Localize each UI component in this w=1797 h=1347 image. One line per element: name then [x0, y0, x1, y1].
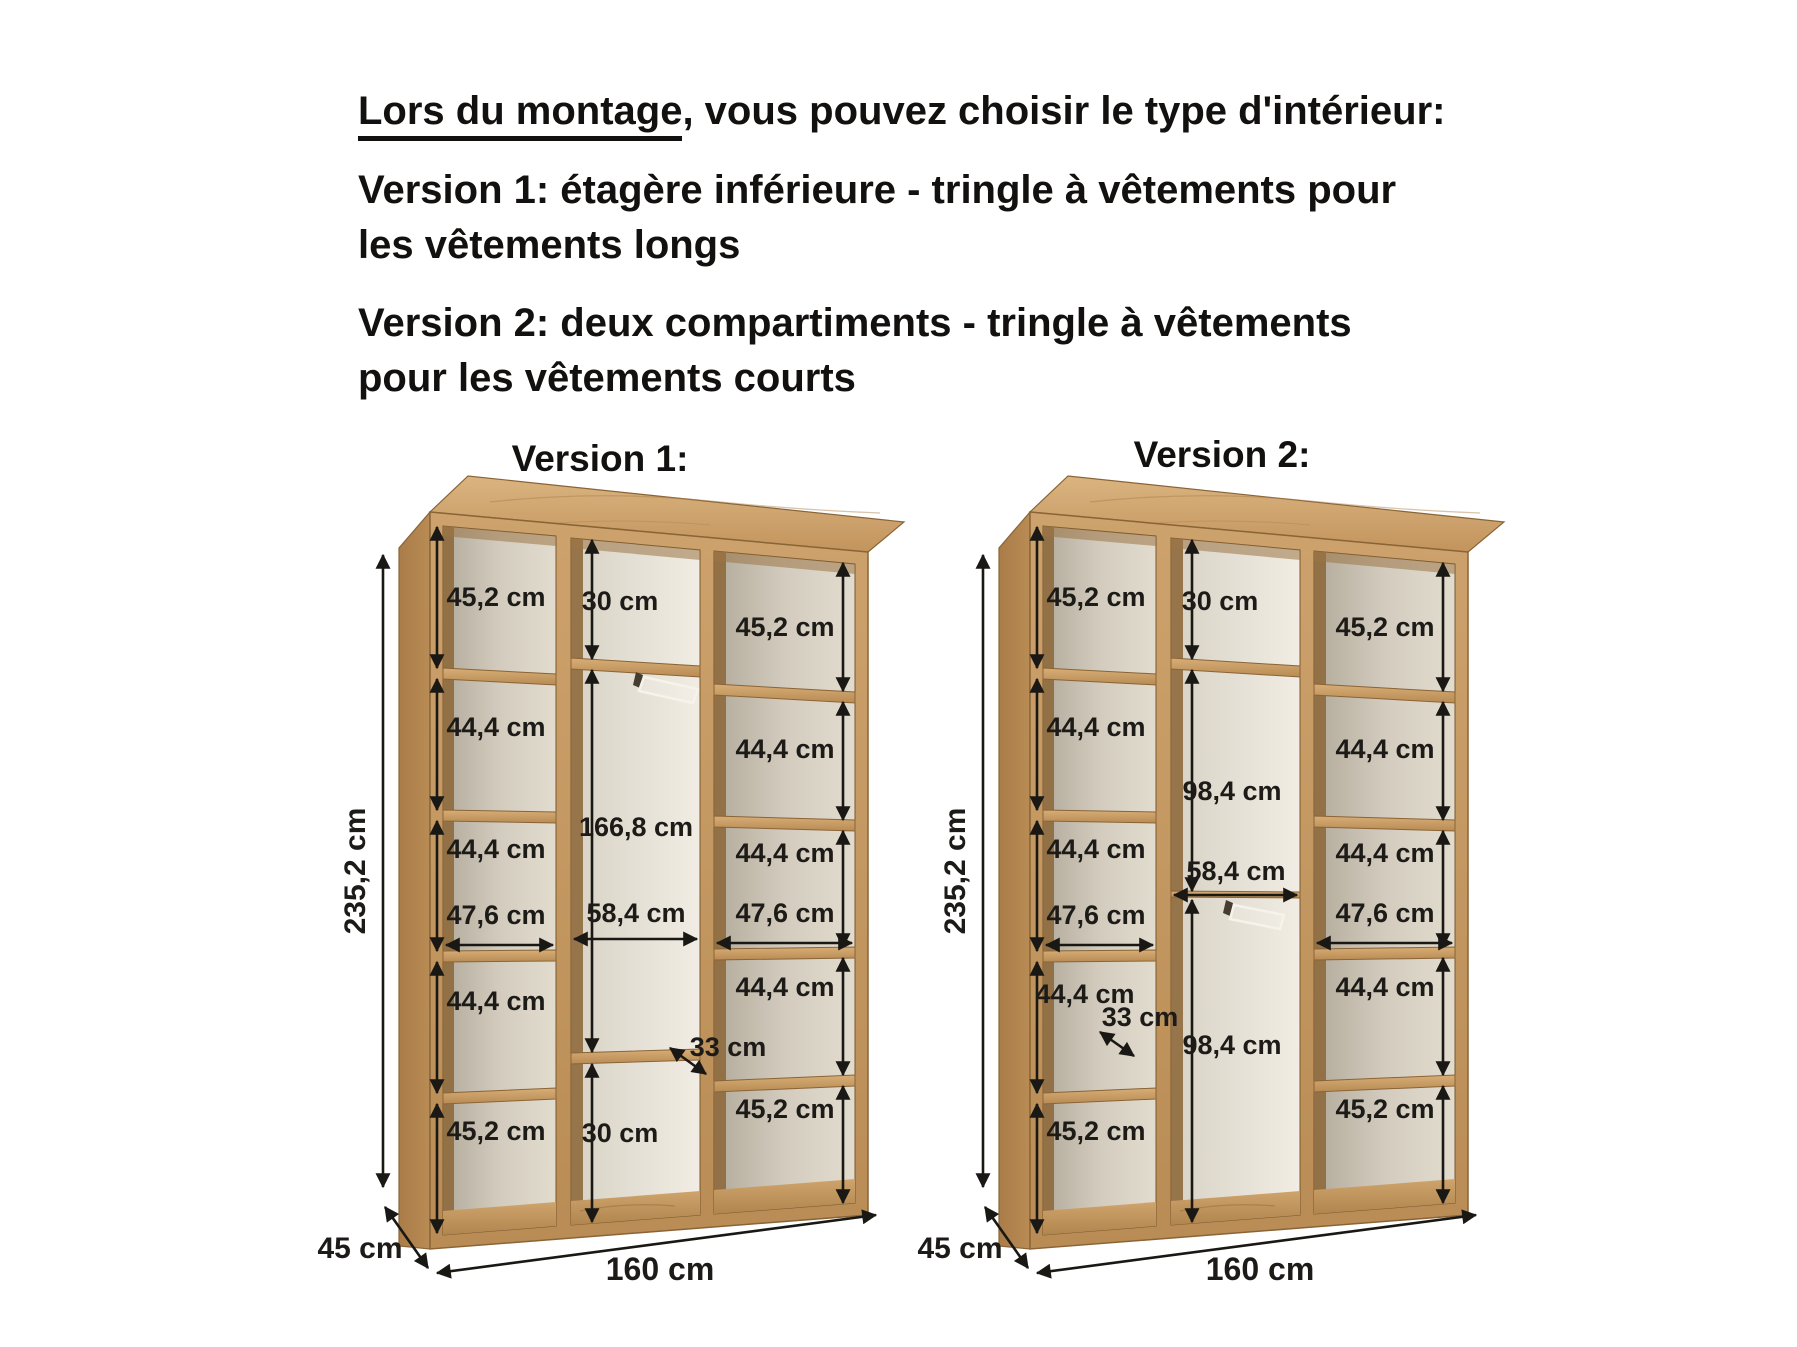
v2-left-label-6: 45,2 cm [1046, 1116, 1146, 1146]
v2-right-label-4: 47,6 cm [1335, 898, 1435, 928]
v2-depth-label: 45 cm [917, 1232, 1003, 1265]
v2-left-label-3: 44,4 cm [1046, 834, 1146, 864]
wardrobe-diagram-version-1 [280, 430, 920, 1310]
title-underlined-part: Lors du montage [358, 89, 682, 141]
title-rest-part: , vous pouvez choisir le type d'intérieur: [682, 89, 1446, 133]
v1-depth-label: 45 cm [317, 1232, 403, 1265]
v1-right-label-5: 44,4 cm [735, 972, 835, 1002]
v1-middle-top-label: 30 cm [581, 586, 659, 616]
v2-right-label-6: 45,2 cm [1335, 1094, 1435, 1124]
v1-middle-width-label: 58,4 cm [586, 898, 686, 928]
v1-right-label-3: 44,4 cm [735, 838, 835, 868]
v1-left-label-2: 44,4 cm [446, 712, 546, 742]
v2-height-label: 235,2 cm [939, 807, 972, 935]
v1-right-label-1: 45,2 cm [735, 612, 835, 642]
v2-right-label-1: 45,2 cm [1335, 612, 1435, 642]
v2-middle-width-label: 58,4 cm [1186, 856, 1286, 886]
figure-title [358, 84, 1538, 139]
v2-left-label-4: 47,6 cm [1046, 900, 1146, 930]
v1-right-label-2: 44,4 cm [735, 734, 835, 764]
v2-middle-lower-label: 98,4 cm [1182, 1030, 1282, 1060]
v2-middle-top-label: 30 cm [1181, 586, 1259, 616]
v1-left-label-5: 44,4 cm [446, 986, 546, 1016]
v1-left-label-1: 45,2 cm [446, 582, 546, 612]
header-text-block [358, 84, 1538, 406]
v2-left-label-2: 44,4 cm [1046, 712, 1146, 742]
v2-right-label-3: 44,4 cm [1335, 838, 1435, 868]
v1-width-label: 160 cm [605, 1251, 715, 1287]
v2-right-label-2: 44,4 cm [1335, 734, 1435, 764]
wardrobe-diagram-version-2 [880, 430, 1520, 1310]
v1-middle-main-label: 166,8 cm [578, 812, 694, 842]
version1-description-line2: les vêtements longs [358, 223, 741, 268]
version2-description-line1: Version 2: deux compartiments - tringle à vêtements [358, 300, 1352, 345]
v2-shelf-depth-label: 33 cm [1101, 1002, 1179, 1032]
version2-description-line2: pour les vêtements courts [358, 355, 856, 400]
v2-width-label: 160 cm [1205, 1251, 1315, 1287]
v1-left-label-3: 44,4 cm [446, 834, 546, 864]
v2-middle-upper-label: 98,4 cm [1182, 776, 1282, 806]
v1-height-label: 235,2 cm [339, 807, 372, 935]
v1-left-label-4: 47,6 cm [446, 900, 546, 930]
v1-middle-bottom-label: 30 cm [581, 1118, 659, 1148]
v2-left-label-5: 44,4 cm [1035, 979, 1135, 1009]
version1-description-line1: Version 1: étagère inférieure - tringle à vêtements pour [358, 168, 1397, 213]
v1-right-label-4: 47,6 cm [735, 898, 835, 928]
diagram1-heading: Version 1: [511, 438, 689, 479]
v1-right-label-6: 45,2 cm [735, 1094, 835, 1124]
v1-shelf-depth-label: 33 cm [689, 1032, 767, 1062]
v2-left-label-1: 45,2 cm [1046, 582, 1146, 612]
v1-left-label-6: 45,2 cm [446, 1116, 546, 1146]
diagram2-heading: Version 2: [1133, 434, 1311, 475]
v2-right-label-5: 44,4 cm [1335, 972, 1435, 1002]
